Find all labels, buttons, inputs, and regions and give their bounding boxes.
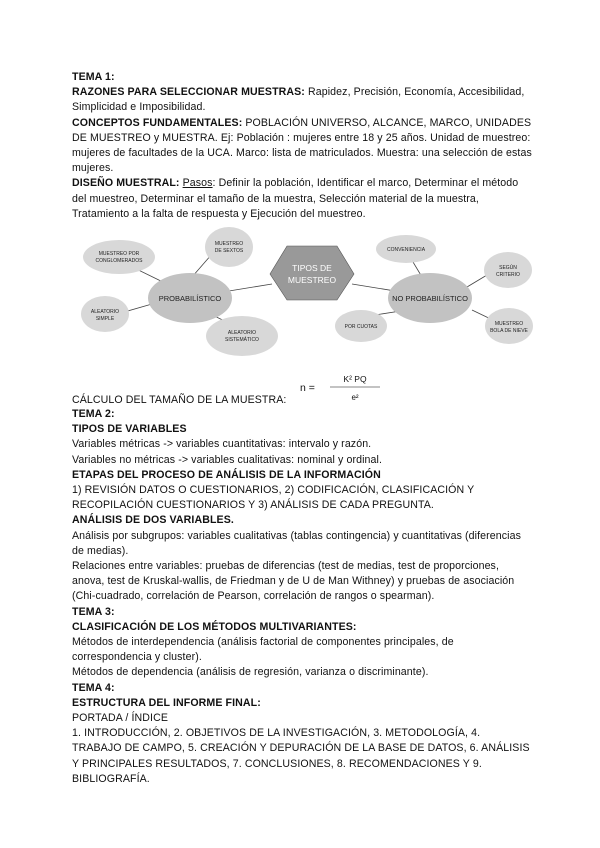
diseno-text: : Definir la población, Identificar el marco, Determinar el método del muestreo, Determinar el tamaño de la muestra, Selección material de la muestra, Tratamiento a la falta de respuesta y Ejecución del muestreo.	[72, 177, 519, 220]
node-criterio-l2: CRITERIO	[496, 272, 520, 278]
diagram-svg	[72, 222, 534, 372]
node-sistematico	[206, 316, 278, 356]
no-metricas-text: Variables no métricas -> variables cualitativas: nominal y ordinal.	[72, 453, 383, 466]
calculo-label: CÁLCULO DEL TAMAÑO DE LA MUESTRA:	[72, 394, 287, 406]
node-bola-nieve-l1: MUESTREO	[494, 321, 524, 327]
node-aleatorio-simple-l2: SIMPLE	[95, 316, 115, 322]
interdependencia-text: Métodos de interdependencia (análisis factorial de componentes principales, de correspondencia y cluster).	[72, 636, 454, 664]
etapas-label: ETAPAS DEL PROCESO DE ANÁLISIS DE LA INFORMACIÓN	[72, 468, 381, 481]
estructura-label: ESTRUCTURA DEL INFORME FINAL:	[72, 696, 261, 709]
node-aleatorio-simple-l1: ALEATORIO	[90, 309, 120, 315]
formula-denominator: e²	[351, 393, 359, 402]
formula-n: n =	[300, 382, 315, 394]
formula-numerator: K² PQ	[343, 374, 367, 384]
node-sextos-l2: DE SEXTOS	[214, 248, 244, 254]
portada-text: PORTADA / ÍNDICE	[72, 712, 168, 725]
metricas-text: Variables métricas -> variables cuantitativas: intervalo y razón.	[72, 438, 372, 451]
node-sistematico-l2: SISTEMÁTICO	[225, 337, 259, 343]
node-conglomerados	[83, 240, 155, 274]
node-conglomerados-l1: MUESTREO POR	[98, 251, 140, 257]
sampling-types-diagram	[72, 222, 534, 372]
center-label-2: MUESTREO	[287, 275, 337, 285]
node-sistematico-l1: ALEATORIO	[227, 330, 257, 336]
indice-text: 1. INTRODUCCIÓN, 2. OBJETIVOS DE LA INVESTIGACIÓN, 3. METODOLOGÍA, 4. TRABAJO DE CAMPO, 5. CREACIÓN Y DEPURACIÓN DE LA BASE DE DATOS, 6. ANÁLISIS Y PRINCIPALES RESULTADOS, 7. CONCLUSIONES, 8. RECOMENDACIONES Y 9. BIBLIOGRAFÍA.	[72, 727, 530, 785]
diseno-label: DISEÑO MUESTRAL:	[72, 177, 180, 190]
node-conglomerados-l2: CONGLOMERADOS	[95, 258, 143, 264]
tema4-heading: TEMA 4:	[72, 681, 115, 694]
probabilistico-label: PROBABILÍSTICO	[158, 294, 222, 303]
tema3-heading: TEMA 3:	[72, 605, 115, 618]
tipos-variables-label: TIPOS DE VARIABLES	[72, 423, 187, 436]
dependencia-text: Métodos de dependencia (análisis de regresión, varianza o discriminante).	[72, 666, 429, 679]
tema1-heading: TEMA 1:	[72, 71, 115, 83]
node-criterio-l1: SEGÚN	[499, 265, 517, 271]
conceptos-paragraph	[72, 116, 532, 177]
relaciones-text: Relaciones entre variables: pruebas de diferencias (test de medias, test de proporciones, anova, test de Kruskal-wallis, de Friedman y de U de Man Withney) y pruebas de asociación (Chi-cuadrado, correlación de Pearson, correlación de rangos o spearman).	[72, 560, 515, 603]
subgrupos-text: Análisis por subgrupos: variables cualitativas (tablas contingencia) y cuantitativas (diferencias de medias).	[72, 529, 521, 557]
node-conveniencia-l1: CONVENIENCIA	[386, 247, 426, 253]
node-cuotas-l1: POR CUOTAS	[344, 324, 378, 330]
razones-paragraph	[72, 85, 532, 115]
tema1-section	[72, 70, 532, 222]
no-probabilistico-label: NO PROBABILÍSTICO	[392, 294, 468, 303]
center-hexagon	[270, 246, 354, 300]
tema2-heading: TEMA 2:	[72, 408, 115, 420]
node-sextos	[205, 227, 253, 267]
etapas-text: 1) REVISIÓN DATOS O CUESTIONARIOS, 2) CODIFICACIÓN, CLASIFICACIÓN Y RECOPILACIÓN CUESTIONARIOS Y 3) ANÁLISIS DE CADA PREGUNTA.	[72, 484, 475, 512]
razones-label: RAZONES PARA SELECCIONAR MUESTRAS:	[72, 86, 305, 99]
diseno-paragraph	[72, 176, 532, 222]
temas-2-4-section	[72, 407, 532, 787]
razones-text: Rapidez, Precisión, Economía, Accesibilidad, Simplicidad e Imposibilidad.	[72, 86, 525, 114]
dos-variables-label: ANÁLISIS DE DOS VARIABLES.	[72, 514, 234, 527]
conceptos-text: POBLACIÓN UNIVERSO, ALCANCE, MARCO, UNIDADES DE MUESTREO y MUESTRA. Ej: Población : mujeres entre 18 y 25 años. Unidad de muestreo: mujeres de facultades de la UCA. Marco: lista de matriculados. Muestra: una selección de estas mujeres.	[72, 116, 532, 175]
node-bola-nieve-l2: BOLA DE NIEVE	[490, 328, 528, 334]
center-label-1: TIPOS DE	[292, 263, 332, 273]
conceptos-label: CONCEPTOS FUNDAMENTALES:	[72, 116, 243, 129]
node-sextos-l1: MUESTREO	[214, 241, 244, 247]
pasos-label: Pasos	[182, 177, 213, 190]
clasificacion-label: CLASIFICACIÓN DE LOS MÉTODOS MULTIVARIANTES:	[72, 620, 357, 633]
calculo-line	[72, 393, 532, 408]
